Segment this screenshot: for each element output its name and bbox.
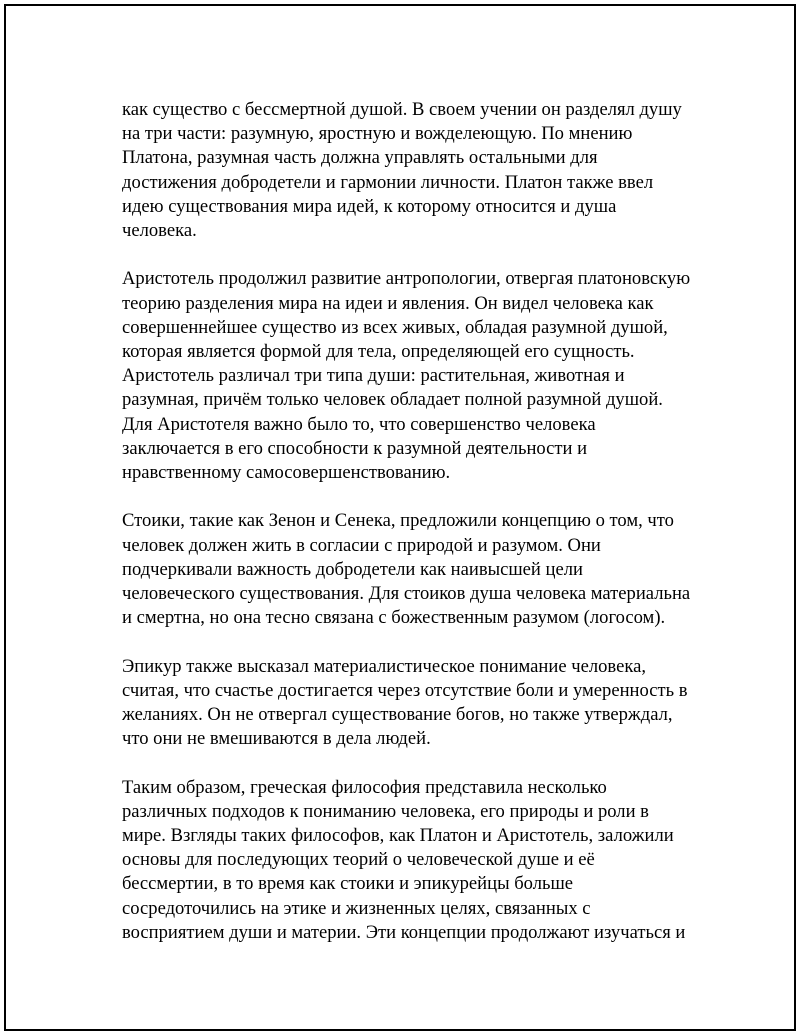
text-line: человек должен жить в согласии с природой и разумом. Они	[122, 534, 601, 556]
text-line: восприятием души и материи. Эти концепции продолжают изучаться и	[122, 921, 686, 943]
page-frame	[4, 4, 796, 1031]
text-line: желаниях. Он не отвергал существование богов, но также утверждал,	[122, 704, 673, 726]
text-line: Аристотель продолжил развитие антропологии, отвергая платоновскую	[122, 268, 691, 290]
text-line: Для Аристотеля важно было то, что совершенство человека	[122, 413, 596, 435]
text-line: Таким образом, греческая философия представила несколько	[122, 776, 607, 798]
text-line: Платона, разумная часть должна управлять остальными для	[122, 147, 598, 169]
paragraph	[122, 776, 712, 945]
text-line: что они не вмешиваются в дела людей.	[122, 728, 431, 750]
text-line: разумная, причём только человек обладает полной разумной душой.	[122, 389, 663, 411]
paragraph	[122, 98, 712, 243]
text-line: сосредоточились на этике и жизненных целях, связанных с	[122, 897, 591, 919]
paragraph	[122, 509, 712, 630]
page-body	[122, 98, 712, 969]
text-line: Аристотель различал три типа души: растительная, животная и	[122, 365, 625, 387]
text-line: и смертна, но она тесно связана с божественным разумом (логосом).	[122, 607, 666, 629]
text-line: считая, что счастье достигается через отсутствие боли и умеренность в	[122, 679, 688, 701]
text-line: подчеркивали важность добродетели как наивысшей цели	[122, 558, 583, 580]
text-line: на три части: разумную, яростную и вожделеющую. По мнению	[122, 123, 633, 145]
text-line: совершеннейшее существо из всех живых, обладая разумной душой,	[122, 316, 668, 338]
text-line: теорию разделения мира на идеи и явления. Он видел человека как	[122, 292, 654, 314]
text-line: заключается в его способности к разумной деятельности и	[122, 437, 588, 459]
paragraph	[122, 267, 712, 485]
text-line: нравственному самосовершенствованию.	[122, 462, 451, 484]
paragraph	[122, 655, 712, 752]
text-line: различных подходов к пониманию человека, его природы и роли в	[122, 800, 649, 822]
text-line: человеческого существования. Для стоиков душа человека материальна	[122, 583, 691, 605]
text-line: бессмертии, в то время как стоики и эпикурейцы больше	[122, 873, 574, 895]
text-line: которая является формой для тела, определяющей его сущность.	[122, 341, 635, 363]
text-line: достижения добродетели и гармонии личности. Платон также ввел	[122, 171, 654, 193]
text-line: Стоики, такие как Зенон и Сенека, предложили концепцию о том, что	[122, 510, 674, 532]
text-line: основы для последующих теорий о человеческой душе и её	[122, 849, 595, 871]
text-line: идею существования мира идей, к которому относится и душа	[122, 195, 617, 217]
text-line: как существо с бессмертной душой. В своем учении он разделял душу	[122, 99, 682, 120]
text-line: человека.	[122, 220, 197, 242]
text-line: мире. Взгляды таких философов, как Платон и Аристотель, заложили	[122, 825, 674, 847]
text-line: Эпикур также высказал материалистическое понимание человека,	[122, 655, 646, 677]
